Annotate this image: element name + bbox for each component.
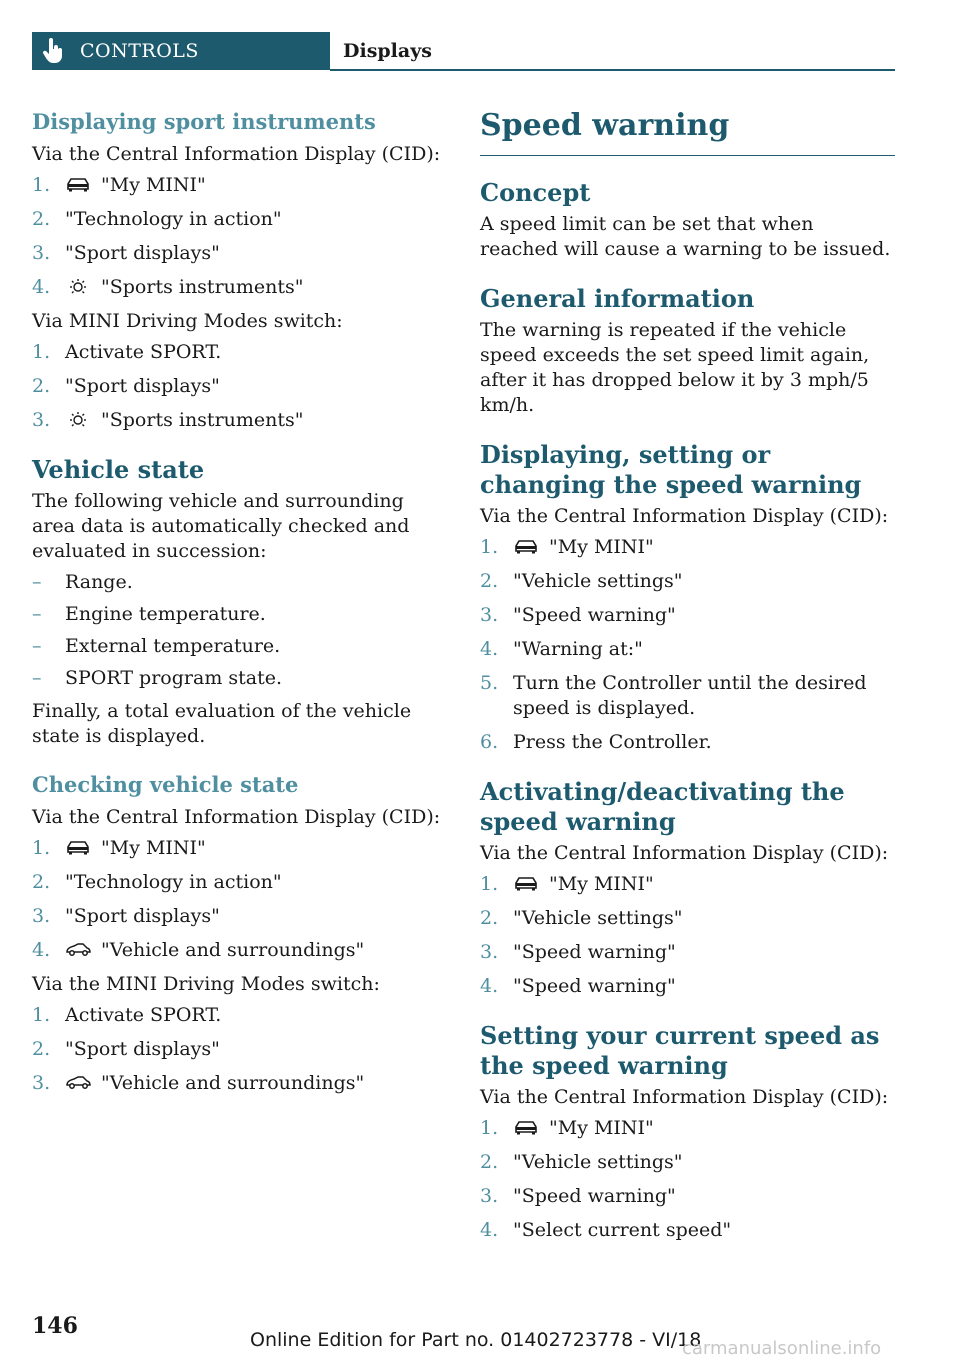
list-item: – SPORT program state. xyxy=(32,667,283,689)
vehicle-surroundings-icon xyxy=(65,941,91,957)
step-number: 3. xyxy=(32,1072,51,1094)
vehicle-surroundings-icon xyxy=(65,1074,91,1090)
step-number: 1. xyxy=(480,1117,499,1139)
steps-sport-switch xyxy=(32,340,447,433)
list-item xyxy=(480,730,895,755)
list-item xyxy=(32,275,447,300)
page-header xyxy=(32,32,895,70)
step-number: 3. xyxy=(480,941,499,963)
heading-checking-vehicle-state: Checking vehicle state xyxy=(32,772,299,797)
step-text: Turn the Controller until the desired speed is displayed. xyxy=(513,672,867,719)
heading-displaying-setting: Displaying, setting or changing the speed warning xyxy=(480,440,862,499)
vehicle-state-intro: The following vehicle and surrounding area data is automatically checked and evaluated in succession: xyxy=(32,490,410,562)
step-text: Press the Controller. xyxy=(513,731,712,753)
chapter-title: Displays xyxy=(343,40,432,62)
list-item xyxy=(32,241,447,266)
list-item xyxy=(480,1184,895,1209)
step-text: "Speed warning" xyxy=(513,941,676,963)
step-number: 2. xyxy=(480,1151,499,1173)
via-cid-text: Via the Central Information Display (CID): xyxy=(480,505,889,527)
step-number: 1. xyxy=(32,174,51,196)
step-text: "Sports instruments" xyxy=(101,276,304,298)
steps-checking-switch xyxy=(32,1003,447,1096)
instruments-icon xyxy=(65,411,91,427)
steps-checking-cid xyxy=(32,836,447,963)
step-text: "My MINI" xyxy=(101,174,206,196)
step-number: 4. xyxy=(480,638,499,660)
edition-footer: Online Edition for Part no. 01402723778 - VI/18 xyxy=(250,1329,702,1351)
list-item xyxy=(480,535,895,560)
step-number: 4. xyxy=(480,975,499,997)
list-item xyxy=(32,408,447,433)
step-number: 3. xyxy=(32,905,51,927)
step-number: 2. xyxy=(32,871,51,893)
step-number: 3. xyxy=(480,1185,499,1207)
step-number: 4. xyxy=(480,1219,499,1241)
step-text: "Technology in action" xyxy=(65,871,282,893)
step-text: Activate SPORT. xyxy=(65,341,222,363)
step-number: 3. xyxy=(480,604,499,626)
item-text: Range. xyxy=(65,571,133,593)
list-item xyxy=(480,637,895,662)
step-text: "Vehicle and surroundings" xyxy=(101,939,365,961)
list-item xyxy=(480,569,895,594)
via-switch-text: Via the MINI Driving Modes switch: xyxy=(32,973,380,995)
list-item xyxy=(480,671,895,721)
list-item xyxy=(32,207,447,232)
vehicle-state-list xyxy=(32,570,447,691)
steps-current-speed xyxy=(480,1116,895,1243)
step-text: "My MINI" xyxy=(549,873,654,895)
step-number: 2. xyxy=(32,208,51,230)
list-item xyxy=(32,173,447,198)
heading-general-information: General information xyxy=(480,284,755,313)
car-icon xyxy=(513,1119,539,1135)
car-icon xyxy=(513,538,539,554)
step-number: 4. xyxy=(32,939,51,961)
list-item: – Range. xyxy=(32,571,133,593)
step-number: 2. xyxy=(32,1038,51,1060)
list-item xyxy=(32,836,447,861)
heading-concept: Concept xyxy=(480,178,591,207)
list-item xyxy=(32,938,447,963)
step-number: 2. xyxy=(480,570,499,592)
hand-pointer-icon xyxy=(42,38,68,64)
list-item xyxy=(480,1218,895,1243)
page-number: 146 xyxy=(32,1313,78,1339)
step-number: 6. xyxy=(480,731,499,753)
car-icon xyxy=(65,176,91,192)
list-item xyxy=(480,906,895,931)
step-text: "Vehicle settings" xyxy=(513,1151,683,1173)
list-item xyxy=(32,1071,447,1096)
step-text: "Technology in action" xyxy=(65,208,282,230)
list-item xyxy=(32,870,447,895)
step-text: "Speed warning" xyxy=(513,604,676,626)
step-text: "Speed warning" xyxy=(513,975,676,997)
step-number: 4. xyxy=(32,276,51,298)
step-text: "Sport displays" xyxy=(65,242,220,264)
step-number: 2. xyxy=(480,907,499,929)
list-item xyxy=(480,974,895,999)
vehicle-state-outro: Finally, a total evaluation of the vehicle state is displayed. xyxy=(32,700,412,747)
item-text: External temperature. xyxy=(65,635,281,657)
step-text: Activate SPORT. xyxy=(65,1004,222,1026)
via-cid-text: Via the Central Information Display (CID): xyxy=(32,806,441,828)
step-text: "My MINI" xyxy=(549,1117,654,1139)
heading-setting-current-speed: Setting your current speed as the speed warning xyxy=(480,1021,880,1080)
step-text: "Sport displays" xyxy=(65,375,220,397)
step-text: "My MINI" xyxy=(101,837,206,859)
list-item: – Engine temperature. xyxy=(32,603,266,625)
item-text: SPORT program state. xyxy=(65,667,283,689)
step-number: 3. xyxy=(32,409,51,431)
instruments-icon xyxy=(65,278,91,294)
via-cid-text: Via the Central Information Display (CID): xyxy=(32,143,441,165)
car-icon xyxy=(65,839,91,855)
step-number: 1. xyxy=(480,536,499,558)
step-number: 5. xyxy=(480,672,499,694)
section-label: CONTROLS xyxy=(80,40,199,62)
step-text: "Vehicle settings" xyxy=(513,570,683,592)
step-text: "Sport displays" xyxy=(65,1038,220,1060)
step-text: "Speed warning" xyxy=(513,1185,676,1207)
step-number: 1. xyxy=(32,1004,51,1026)
step-number: 1. xyxy=(32,341,51,363)
heading-displaying-sport-instruments: Displaying sport instruments xyxy=(32,109,376,134)
left-column xyxy=(32,108,447,1105)
steps-activating xyxy=(480,872,895,999)
heading-vehicle-state: Vehicle state xyxy=(32,455,205,484)
step-text: "My MINI" xyxy=(549,536,654,558)
list-item xyxy=(32,1037,447,1062)
list-item xyxy=(480,1150,895,1175)
heading-activating-deactivating: Activating/deactivating the speed warning xyxy=(480,777,845,836)
watermark: carmanualsonline.info xyxy=(682,1338,882,1359)
list-item xyxy=(480,872,895,897)
list-item xyxy=(480,1116,895,1141)
steps-displaying xyxy=(480,535,895,755)
car-icon xyxy=(513,875,539,891)
list-item xyxy=(480,940,895,965)
list-item xyxy=(480,603,895,628)
list-item xyxy=(32,340,447,365)
list-item xyxy=(32,1003,447,1028)
step-text: "Warning at:" xyxy=(513,638,643,660)
section-tab xyxy=(32,32,330,70)
step-number: 1. xyxy=(32,837,51,859)
right-column xyxy=(480,108,895,1252)
via-cid-text: Via the Central Information Display (CID): xyxy=(480,1086,889,1108)
concept-text: A speed limit can be set that when reached will cause a warning to be issued. xyxy=(480,213,891,260)
via-cid-text: Via the Central Information Display (CID): xyxy=(480,842,889,864)
list-item: – External temperature. xyxy=(32,635,281,657)
steps-sport-cid xyxy=(32,173,447,300)
via-switch-text: Via MINI Driving Modes switch: xyxy=(32,310,343,332)
list-item xyxy=(32,904,447,929)
header-rule xyxy=(330,69,895,71)
step-number: 3. xyxy=(32,242,51,264)
step-text: "Select current speed" xyxy=(513,1219,732,1241)
general-text: The warning is repeated if the vehicle speed exceeds the set speed limit again, after it has dropped below it by 3 mph/5 km/h. xyxy=(480,319,870,416)
step-text: "Sports instruments" xyxy=(101,409,304,431)
heading-speed-warning: Speed warning xyxy=(480,108,895,156)
step-text: "Vehicle and surroundings" xyxy=(101,1072,365,1094)
step-text: "Sport displays" xyxy=(65,905,220,927)
step-number: 2. xyxy=(32,375,51,397)
item-text: Engine temperature. xyxy=(65,603,266,625)
step-number: 1. xyxy=(480,873,499,895)
step-text: "Vehicle settings" xyxy=(513,907,683,929)
list-item xyxy=(32,374,447,399)
